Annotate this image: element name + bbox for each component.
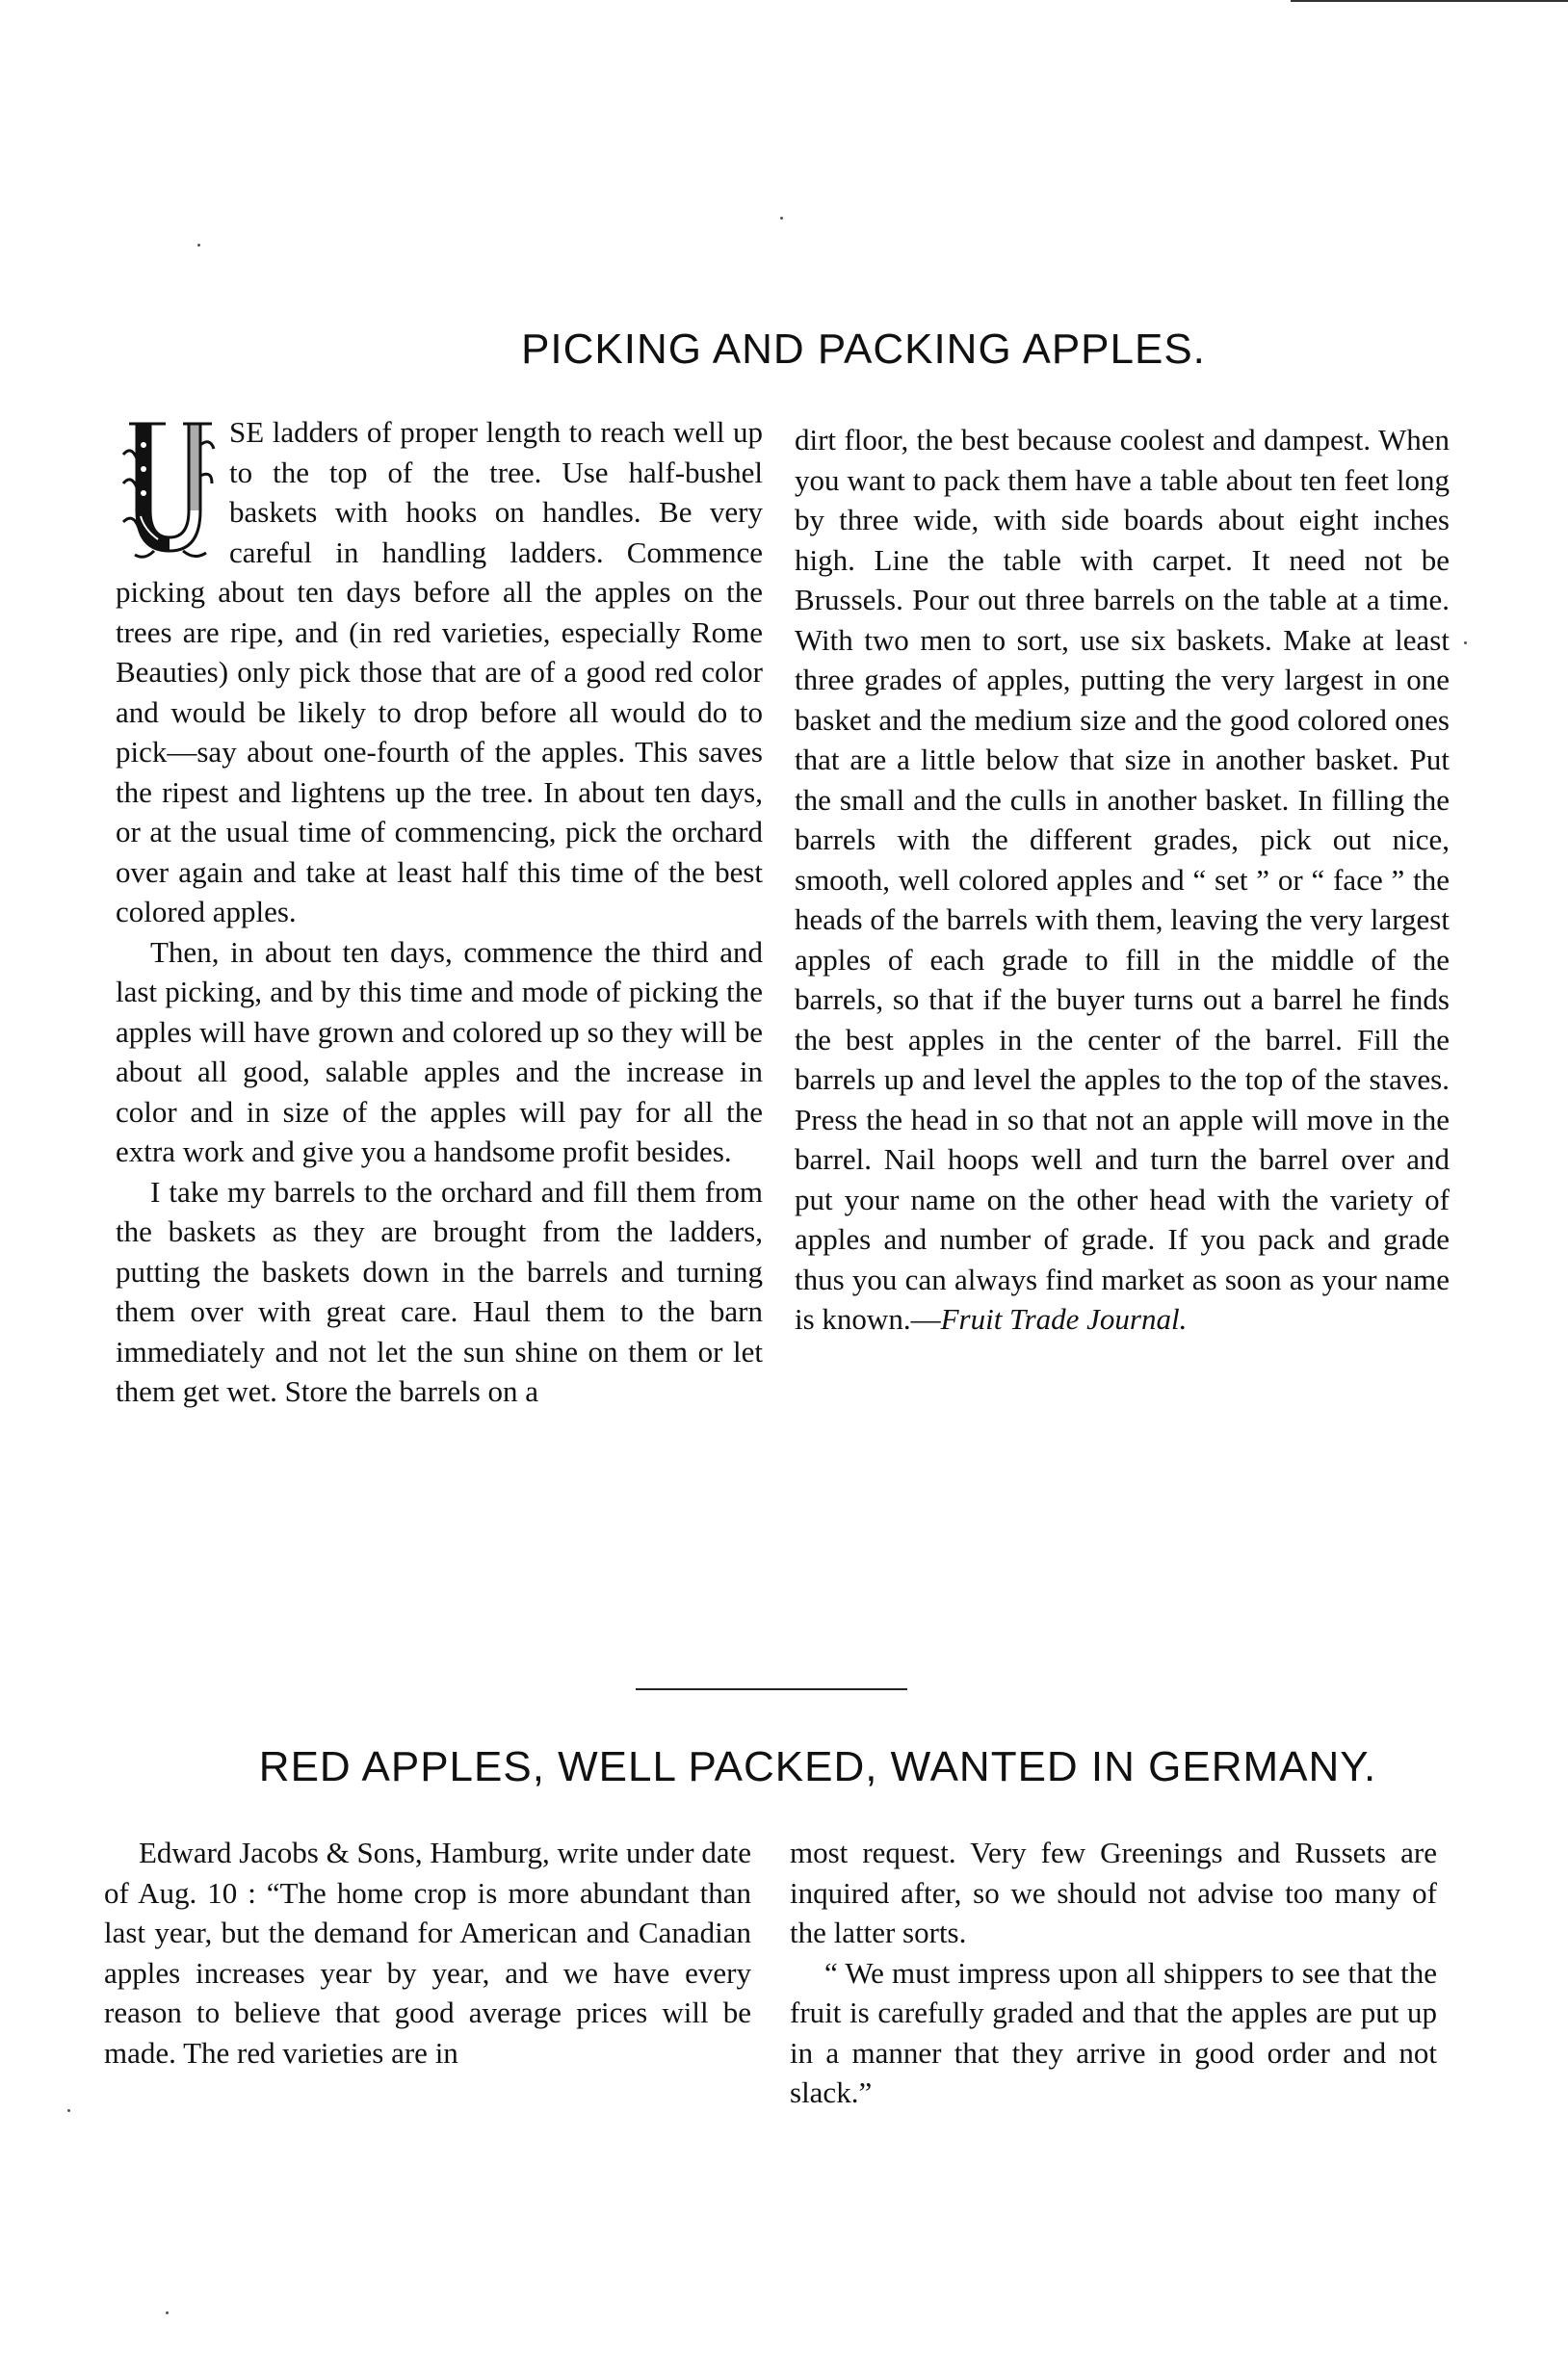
article-column-right — [790, 1833, 1437, 2113]
top-edge-rule — [1291, 0, 1568, 2]
section-divider — [636, 1688, 907, 1690]
page-speck — [780, 217, 783, 220]
article-column-left — [116, 412, 763, 1412]
page-speck — [1464, 641, 1467, 644]
page-speck — [197, 244, 200, 247]
paragraph: I take my barrels to the orchard and fill them from the baskets as they are brought from the ladders, putting the baskets down in the barrels and turning them over with great care. Haul them to the barn immediately and not let the sun shine on them or let them get wet. Store the barrels on a — [116, 1174, 763, 1408]
paragraph: Then, in about ten days, commence the third and last picking, and by this time and mode of picking the apples will have grown and colored up so they will be about all good, salable apples and the increase in color and in size of the apples will pay for all the extra work and give you a handsome profit besides. — [116, 934, 763, 1168]
article-column-left — [104, 1833, 751, 2073]
paragraph — [116, 412, 763, 932]
paragraph: “ We must impress upon all shippers to see that the fruit is carefully graded and that the apples are put up in a manner that they arrive in good order and not slack.” — [790, 1955, 1437, 2109]
article-column-right — [795, 420, 1450, 1340]
paragraph-text: SE ladders of proper length to reach well up to the top of the tree. Use half-bushel baskets with hooks on handles. Be very careful in handling ladders. Commence picking about ten days before all the apples on the trees are ripe, and (in red varieties, especially Rome Beauties) only pick those that are of a good red color and would be likely to drop before all would do to pick—say about one-fourth of the apples. This saves the ripest and lightens up the tree. In about ten days, or at the usual time of commencing, pick the orchard over again and take at least half this time of the best colored apples. — [116, 415, 763, 928]
source-citation: Fruit Trade Journal. — [940, 1302, 1188, 1336]
page-speck — [166, 2311, 169, 2314]
article-title: PICKING AND PACKING APPLES. — [521, 326, 1206, 373]
paragraph: Edward Jacobs & Sons, Hamburg, write under date of Aug. 10 : “The home crop is more abundant than last year, but the demand for American and Canadian apples increases year by year, and we have every reason to believe that good average prices will be made. The red varieties are in — [104, 1836, 751, 2070]
paragraph-text: dirt floor, the best because coolest and dampest. When you want to pack them have a table about ten feet long by three wide, with side boards about eight inches high. Line the table with carpet. It need not be Brussels. Pour out three barrels on the table at a time. With two men to sort, use six baskets. Make at least three grades of apples, putting the very largest in one basket and the medium size and the good colored ones that are a little below that size in another basket. Put the small and the culls in another basket. In filling the barrels with the different grades, pick out nice, smooth, well colored apples and “ set ” or “ face ” the heads of the barrels with them, leaving the very largest apples of each grade to fill in the middle of the barrels, so that if the buyer turns out a barrel he finds the best apples in the center of the barrel. Fill the barrels up and level the apples to the top of the staves. Press the head in so that not an apple will move in the barrel. Nail hoops well and turn the barrel over and put your name on the other head with the variety of apples and number of grade. If you pack and grade thus you can always find market as soon as your name is known.— — [795, 423, 1450, 1336]
paragraph: most request. Very few Greenings and Russets are inquired after, so we should not advise too many of the latter sorts. — [790, 1836, 1437, 1949]
ornamental-dropcap-u-icon — [116, 416, 216, 561]
page-speck — [67, 2109, 70, 2112]
paragraph — [795, 420, 1450, 1340]
article-title: RED APPLES, WELL PACKED, WANTED IN GERMANY. — [258, 1743, 1377, 1790]
